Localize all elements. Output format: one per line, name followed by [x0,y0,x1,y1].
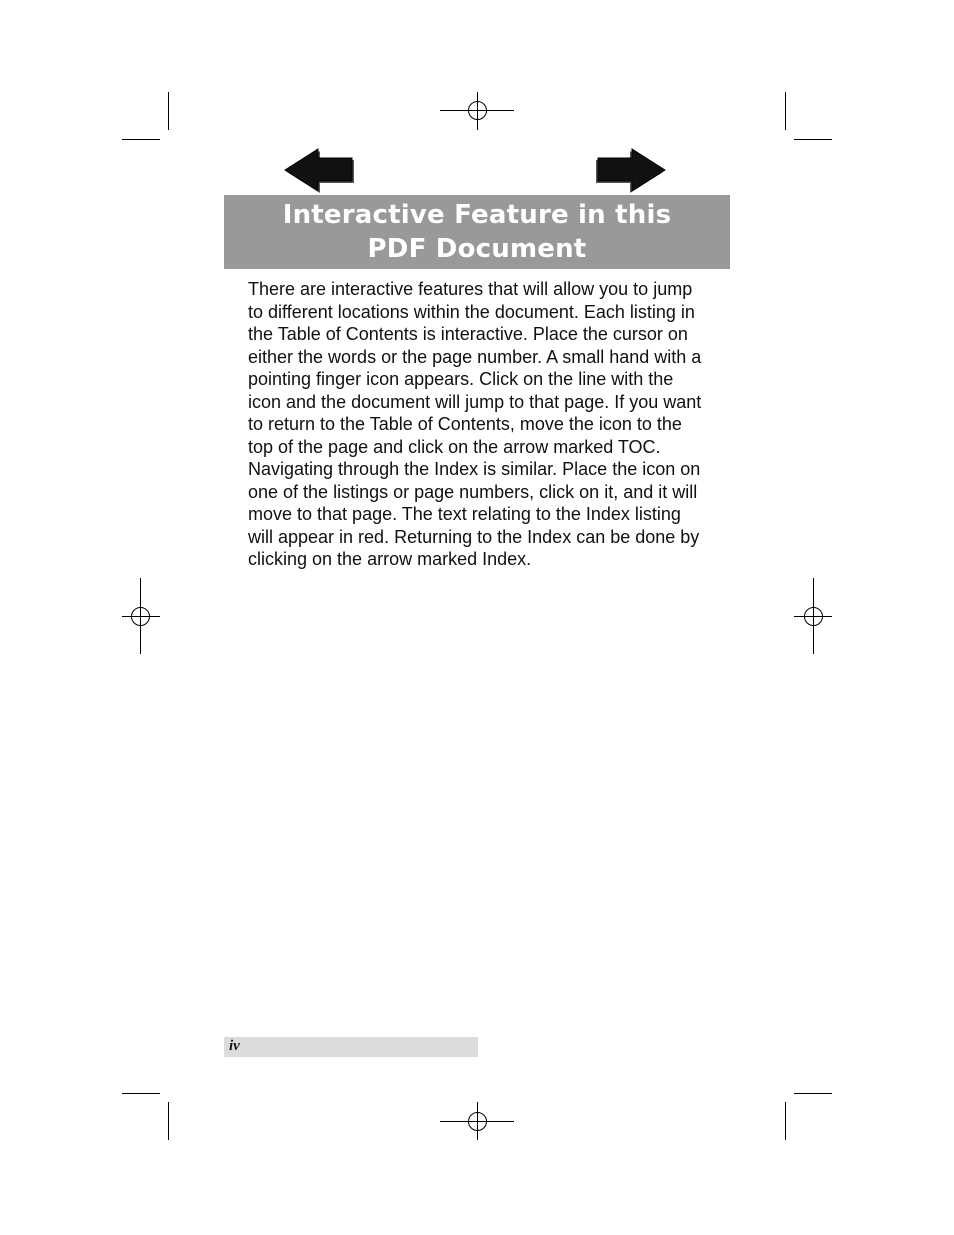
registration-mark-bottom [440,1102,514,1140]
footer-folio-bar [224,1037,478,1057]
registration-mark-left [122,578,160,654]
page-number: iv [229,1038,240,1054]
next-page-button[interactable] [596,147,668,193]
title-banner [224,195,730,269]
registration-mark-top [440,92,514,130]
right-arrow-icon [596,147,668,193]
left-arrow-icon [282,147,354,193]
previous-page-button[interactable] [282,147,354,193]
registration-mark-right [794,578,832,654]
body-paragraph: There are interactive features that will allow you to jump to different locations within the document. Each listing in the Table of Contents is interactive. Place the cursor on either the words or the page number. A small hand with a pointing finger icon appears. Click on the line with the icon and the document will jump to that page. If you want to return to the Table of Contents, move the icon to the top of the page and click on the arrow marked TOC. Navigating through the Index is similar. Place the icon on one of the listings or page numbers, click on it, and it will move to that page. The text relating to the Index listing will appear in red. Returning to the Index can be done by clicking on the arrow marked Index. [248,279,702,569]
page-title-line-1: Interactive Feature in this [282,200,672,230]
page-title-line-2: PDF Document [367,234,587,264]
